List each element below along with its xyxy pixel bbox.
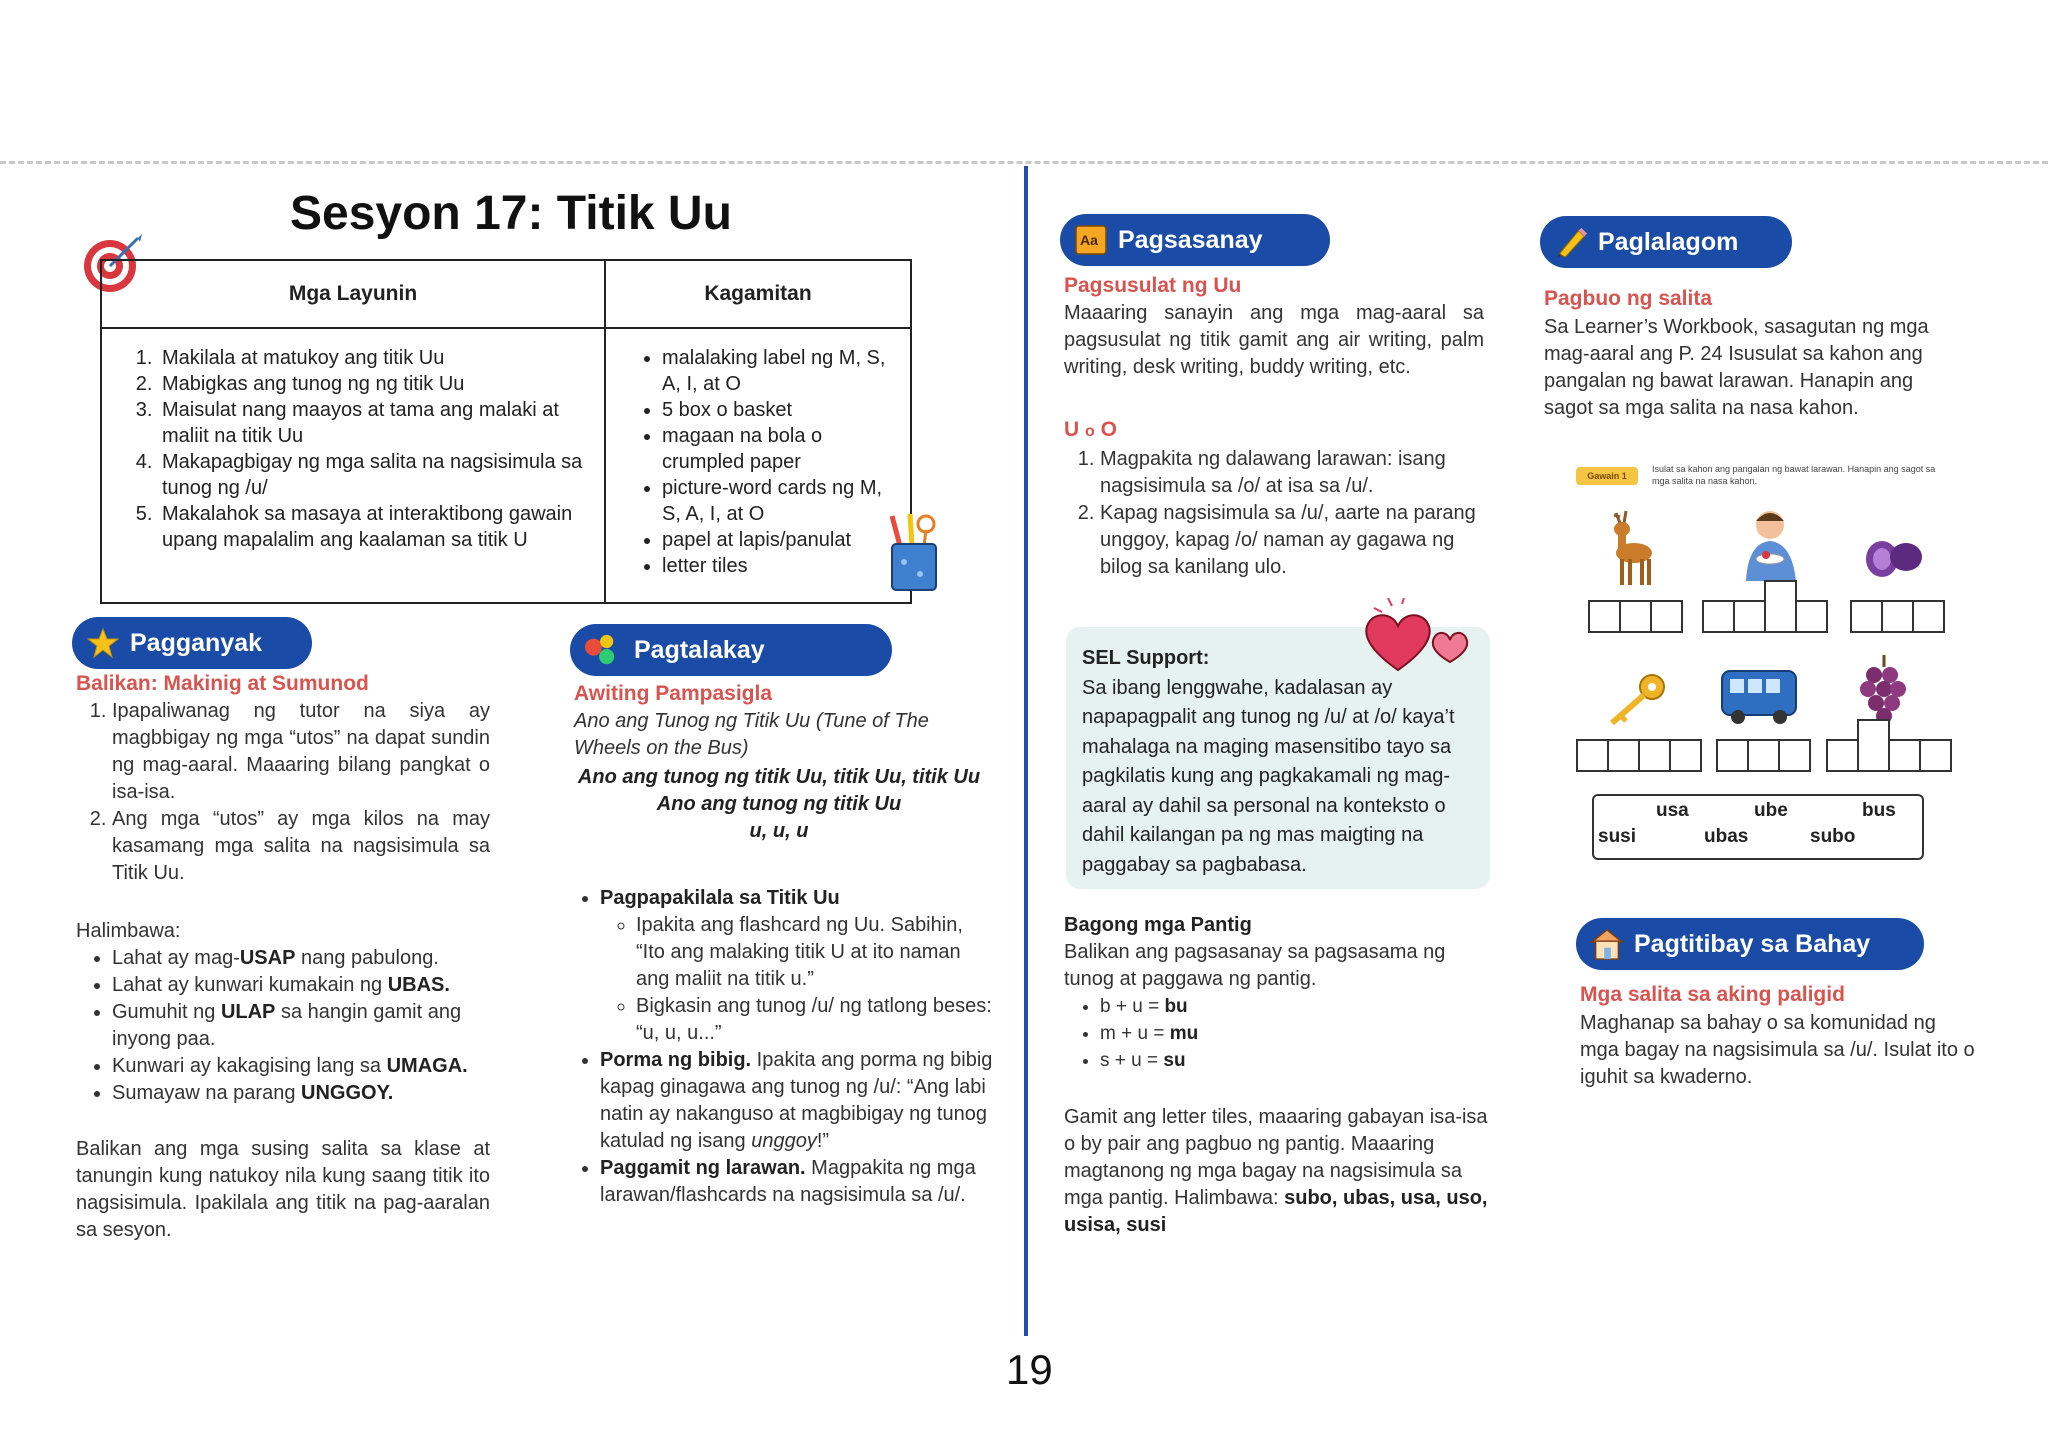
- bullet-porma: • Porma ng bibig. Ipakita ang porma ng bibig kapag ginagawa ang tunog ng /u/: “Ang labi natin ay nakanguso at magbibigay ng tunog katulad ng isang unggoy!”: [600, 1047, 996, 1155]
- key-picture: [1606, 671, 1670, 727]
- objectives-cell: [101, 328, 605, 603]
- u-o-step: 2. Kapag nagsisimula sa /u/, aarte na parang unggoy, kapag /o/ naman ay gagawa ng bilog sa kanilang ulo.: [1100, 500, 1484, 581]
- word-bank: [1592, 794, 1924, 860]
- sub-bullet: ◦ Ipakita ang flashcard ng Uu. Sabihin, “Ito ang malaking titik U at ito naman ang maliit na titik u.”: [636, 912, 996, 993]
- objective-item: 3. Maisulat nang maayos at tama ang malaki at maliit na titik Uu: [158, 397, 584, 449]
- bagong-text: Balikan ang pagsasanay sa pagsasama ng tunog at paggawa ng pantig.: [1064, 941, 1446, 990]
- pagtitibay-subheading: Mga salita sa aking paligid: [1580, 983, 1845, 1006]
- chat-bubbles-icon: [584, 633, 618, 667]
- example-item: • Gumuhit ng ULAP sa hangin gamit ang inyong paa.: [112, 999, 506, 1053]
- material-item: • 5 box o basket: [662, 397, 890, 423]
- song-intro: Ano ang Tunog ng Titik Uu (Tune of The Wheels on the Bus): [574, 710, 929, 759]
- example-item: • Lahat ay kunwari kumakain ng UBAS.: [112, 972, 506, 999]
- example-item: • Lahat ay mag-USAP nang pabulong.: [112, 945, 506, 972]
- paglalagom-label: Paglalagom: [1598, 227, 1739, 256]
- pagganyak-step: 1. Ipapaliwanag ng tutor na siya ay magbbigay ng mga “utos” na dapat sundin ng mag-aaral. Maaaring bilang pangkat o isa-isa.: [112, 698, 490, 806]
- word-bank-item: ubas: [1704, 826, 1749, 847]
- pagtitibay-header: [1576, 918, 1924, 970]
- pagganyak-label: Pagganyak: [130, 628, 263, 657]
- bagong-title: Bagong mga Pantig: [1064, 914, 1252, 936]
- materials-header: Kagamitan: [605, 260, 911, 328]
- pagganyak-closing: Balikan ang mga susing salita sa klase at tanungin kung natukoy nila kung saang titik ito nagsisimula. Ipakilala ang titik na pag-aaralan sa sesyon.: [76, 1138, 490, 1241]
- materials-list: [634, 345, 890, 579]
- word-bank-item: susi: [1598, 826, 1637, 847]
- u-o-steps: [1064, 446, 1484, 581]
- sel-body: Sa ibang lenggwahe, kadalasan ay napapagpalit ang tunog ng /u/ at /o/ kaya’t mahalaga na maging masensitibo tayo sa pagkilatis kung ang pagkakamali ng mag-aaral ay dahil sa personal na konteksto o dahil kailangan pa ng mas maigting na paggabay sa pagbabasa.: [1082, 676, 1455, 876]
- pencil-icon: [1554, 225, 1588, 259]
- bus-picture: [1718, 665, 1800, 727]
- pantig-item: • b + u = bu: [1100, 993, 1484, 1020]
- page-title: Sesyon 17: Titik Uu: [290, 187, 732, 240]
- dictionary-icon: [1074, 223, 1108, 257]
- center-divider: [1024, 166, 1028, 1336]
- workbook-exercise: [1566, 457, 1956, 867]
- song-line: Ano ang tunog ng titik Uu, titik Uu, titik Uu: [577, 766, 981, 788]
- pagtalakay-subheading: Awiting Pampasigla: [574, 682, 772, 705]
- material-item: • magaan na bola o crumpled paper: [662, 423, 890, 475]
- song-lyrics: [574, 764, 984, 845]
- sel-support-text: [1082, 644, 1482, 880]
- svg-text:Aa: Aa: [1080, 232, 1098, 248]
- pagsasanay-label: Pagsasanay: [1118, 225, 1263, 254]
- pagtalakay-label: Pagtalakay: [634, 635, 765, 664]
- pencil-cup-icon: [886, 512, 942, 592]
- sel-title: SEL Support:: [1082, 647, 1210, 669]
- objective-item: 2. Mabigkas ang tunog ng ng titik Uu: [158, 371, 584, 397]
- paglalagom-text: Sa Learner’s Workbook, sasagutan ng mga mag-aaral ang P. 24 Isusulat sa kahon ang pangalan ng bawat larawan. Hanapin ang sagot sa mga salita na nasa kahon.: [1544, 316, 1929, 419]
- paglalagom-header: [1540, 216, 1792, 268]
- objective-item: 1. Makilala at matukoy ang titik Uu: [158, 345, 584, 371]
- pagtalakay-header: [570, 624, 892, 676]
- objectives-list: [130, 345, 584, 553]
- pagganyak-step: 2. Ang mga “utos” ay mga kilos na may kasamang mga salita na nagsisimula sa Titik Uu.: [112, 806, 490, 887]
- answer-boxes-bus[interactable]: [1716, 739, 1809, 772]
- answer-boxes-ube[interactable]: [1850, 600, 1943, 633]
- pagganyak-subheading: Balikan: Makinig at Sumunod: [76, 672, 369, 695]
- objectives-header: Mga Layunin: [101, 260, 605, 328]
- material-item: • letter tiles: [662, 553, 890, 579]
- pagtitibay-label: Pagtitibay sa Bahay: [1634, 929, 1871, 958]
- worksheet-instruction: Isulat sa kahon ang pangalan ng bawat larawan. Hanapin ang sagot sa mga salita na nasa kahon.: [1652, 464, 1936, 486]
- sub-bullet: ◦ Bigkasin ang tunog /u/ ng tatlong beses: “u, u, u...”: [636, 993, 996, 1047]
- paglalagom-subheading: Pagbuo ng salita: [1544, 287, 1713, 310]
- pagtitibay-text: Maghanap sa bahay o sa komunidad ng mga bagay na nagsisimula sa /u/. Isulat ito o iguhit sa kwaderno.: [1580, 1012, 1975, 1088]
- example-item: • Sumayaw na parang UNGGOY.: [112, 1080, 506, 1107]
- answer-boxes-usa[interactable]: [1588, 600, 1681, 633]
- pagsasanay-subheading: Pagsusulat ng Uu: [1064, 274, 1242, 297]
- examples-list: [76, 945, 506, 1107]
- gawain-label: Gawain 1: [1576, 467, 1638, 485]
- objective-item: 4. Makapagbigay ng mga salita na nagsisimula sa tunog ng /u/: [158, 449, 584, 501]
- u-o-step: 1. Magpakita ng dalawang larawan: isang nagsisimula sa /o/ at isa sa /u/.: [1100, 446, 1484, 500]
- example-label: Halimbawa:: [76, 920, 181, 942]
- bullet-larawan: • Paggamit ng larawan. Magpakita ng mga larawan/flashcards na nagsisimula sa /u/.: [600, 1155, 996, 1209]
- top-dashed-line: [0, 161, 2048, 164]
- word-bank-item: subo: [1810, 826, 1856, 847]
- bagong-pantig: [1064, 912, 1484, 1074]
- star-icon: [86, 626, 120, 660]
- boy-eating-picture: [1736, 503, 1806, 583]
- answer-boxes-ubas[interactable]: [1826, 739, 1950, 772]
- ube-picture: [1862, 535, 1924, 581]
- example-item: • Kunwari ay kakagising lang sa UMAGA.: [112, 1053, 506, 1080]
- word-bank-item: usa: [1656, 800, 1689, 821]
- grapes-picture: [1856, 653, 1912, 725]
- material-item: • picture-word cards ng M, S, A, I, at O: [662, 475, 890, 527]
- page-number: 19: [1006, 1346, 1053, 1393]
- u-o-heading: U o O: [1064, 418, 1117, 441]
- pagsasanay-text: Maaaring sanayin ang mga mag-aaral sa pagsusulat ng titik gamit ang air writing, palm writing, desk writing, buddy writing, etc.: [1064, 302, 1484, 378]
- word-bank-item: ube: [1754, 800, 1788, 821]
- answer-boxes-susi[interactable]: [1576, 739, 1700, 772]
- pagsasanay-closing: Gamit ang letter tiles, maaaring gabayan isa-isa o by pair ang pagbuo ng pantig. Maaaring magtanong ng mga bagay na nagsisimula sa mga pantig. Halimbawa: subo, ubas, usa, uso, usisa, susi: [1064, 1106, 1488, 1236]
- bullet-pagpapakilala: • Pagpapakilala sa Titik Uu ◦ Ipakita ang flashcard ng Uu. Sabihin, “Ito ang malaking titik U at ito naman ang maliit na titik u.” ◦ Bigkasin ang tunog /u/ ng tatlong beses: “u, u, u...”: [600, 885, 996, 1047]
- song-line: u, u, u: [749, 820, 809, 842]
- materials-cell: [605, 328, 911, 603]
- pantig-item: • m + u = mu: [1100, 1020, 1484, 1047]
- pantig-item: • s + u = su: [1100, 1047, 1484, 1074]
- pagtalakay-bullets: [564, 885, 996, 1209]
- answer-boxes-subo[interactable]: [1702, 600, 1826, 633]
- house-icon: [1590, 927, 1624, 961]
- pagsasanay-header: [1060, 214, 1330, 266]
- word-bank-item: bus: [1862, 800, 1896, 821]
- material-item: • malalaking label ng M, S, A, I, at O: [662, 345, 890, 397]
- material-item: • papel at lapis/panulat: [662, 527, 890, 553]
- deer-picture: [1596, 509, 1658, 587]
- objective-item: 5. Makalahok sa masaya at interaktibong gawain upang mapalalim ang kaalaman sa titik U: [158, 501, 584, 553]
- objectives-table: [100, 259, 912, 604]
- song-line: Ano ang tunog ng titik Uu: [656, 793, 902, 815]
- pagganyak-header: [72, 617, 312, 669]
- pagganyak-steps: [76, 698, 490, 887]
